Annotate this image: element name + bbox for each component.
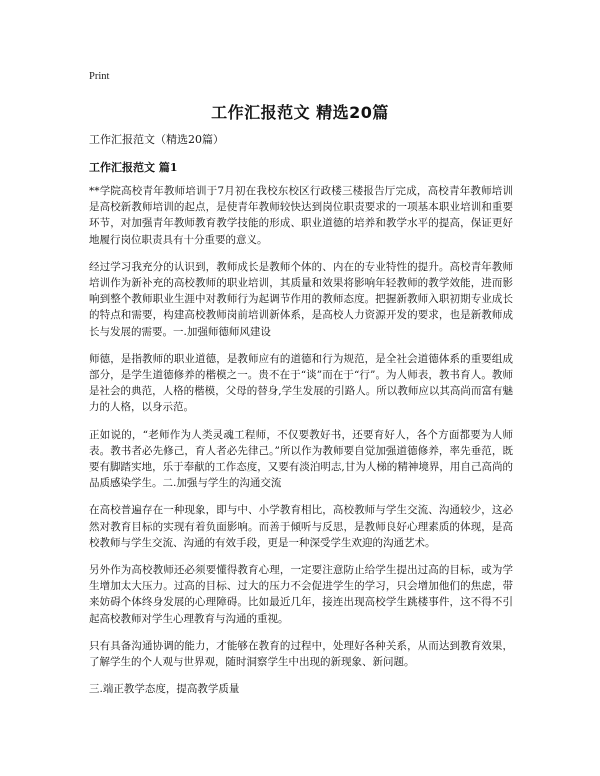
section-heading: 工作汇报范文 篇1 — [89, 161, 178, 174]
document-subtitle: 工作汇报范文（精选20篇） — [89, 133, 224, 146]
print-label: Print — [89, 71, 110, 82]
paragraph: 经过学习我充分的认识到，教师成长是教师个体的、内在的专业特性的提升。高校青年教师培训作为新补充的高校教师的职业培训，其质量和效果将影响年轻教师的教学效能，进而影响到整个教师职业生涯中对教师行为起调节作用的教师态度。把握新教师入职初期专业成长的特点和需要，构建高校教师岗前培训新体系，是高校人力资源开发的要求，也是新教师成长与发展的需要。一.加强师德师风建设 — [89, 260, 513, 338]
paragraph: 另外作为高校教师还必须要懂得教育心理，一定要注意防止给学生提出过高的目标，或为学生增加太大压力。过高的目标、过大的压力不会促进学生的学习，只会增加他们的焦虑，带来妨碍个体终身发展的心理障碍。比如最近几年，接连出现高校学生跳楼事件，这不得不引起高校教师对学生心理教育与沟通的重视。 — [89, 564, 513, 625]
paragraph: 正如说的，“老师作为人类灵魂工程师，不仅要教好书，还要育好人，各个方面都要为人师表。教书者必先修己，育人者必先律己。”所以作为教师要自觉加强道德修养，率先垂范，既要有脚踏实地，乐于奉献的工作态度，又要有淡泊明志,甘为人梯的精神境界，用自己高尚的品质感染学生。二.加强与学生的沟通交流 — [89, 428, 513, 490]
page-title: 工作汇报范文 精选20篇 — [211, 103, 389, 122]
paragraph: 在高校普遍存在一种现象，即与中、小学教育相比，高校教师与学生交流、沟通较少，这必然对教育目标的实现有着负面影响。而善于倾听与反思，是教师良好心理素质的体现，是高校教师与学生交流、沟通的有效手段，更是一种深受学生欢迎的沟通艺术。 — [89, 504, 513, 549]
paragraph: **学院高校青年教师培训于7月初在我校东校区行政楼三楼报告厅完成，高校青年教师培训是高校新教师培训的起点，是使青年教师较快达到岗位职责要求的一项基本职业培训和重要环节，对加强青年教师教育教学技能的形成、职业道德的培养和教学水平的提高，保证更好地履行岗位职责具有十分重要的意义。 — [89, 185, 513, 246]
body-text — [89, 183, 513, 708]
paragraph: 师德，是指教师的职业道德，是教师应有的道德和行为规范，是全社会道德体系的重要组成部分，是学生道德修养的楷模之一。贵不在于“谈”而在于“行”。为人师表，教书育人。教师是社会的典范，人格的楷模，父母的替身,学生发展的引路人。所以教师应以其高尚而富有魅力的人格，以身示范。 — [89, 352, 513, 414]
paragraph: 只有具备沟通协调的能力，才能够在教育的过程中，处理好各种关系，从而达到教育效果，了解学生的个人观与世界观，随时洞察学生中出现的新现象、新问题。 — [89, 639, 513, 669]
paragraph: 三.端正教学态度，提高教学质量 — [89, 683, 240, 696]
